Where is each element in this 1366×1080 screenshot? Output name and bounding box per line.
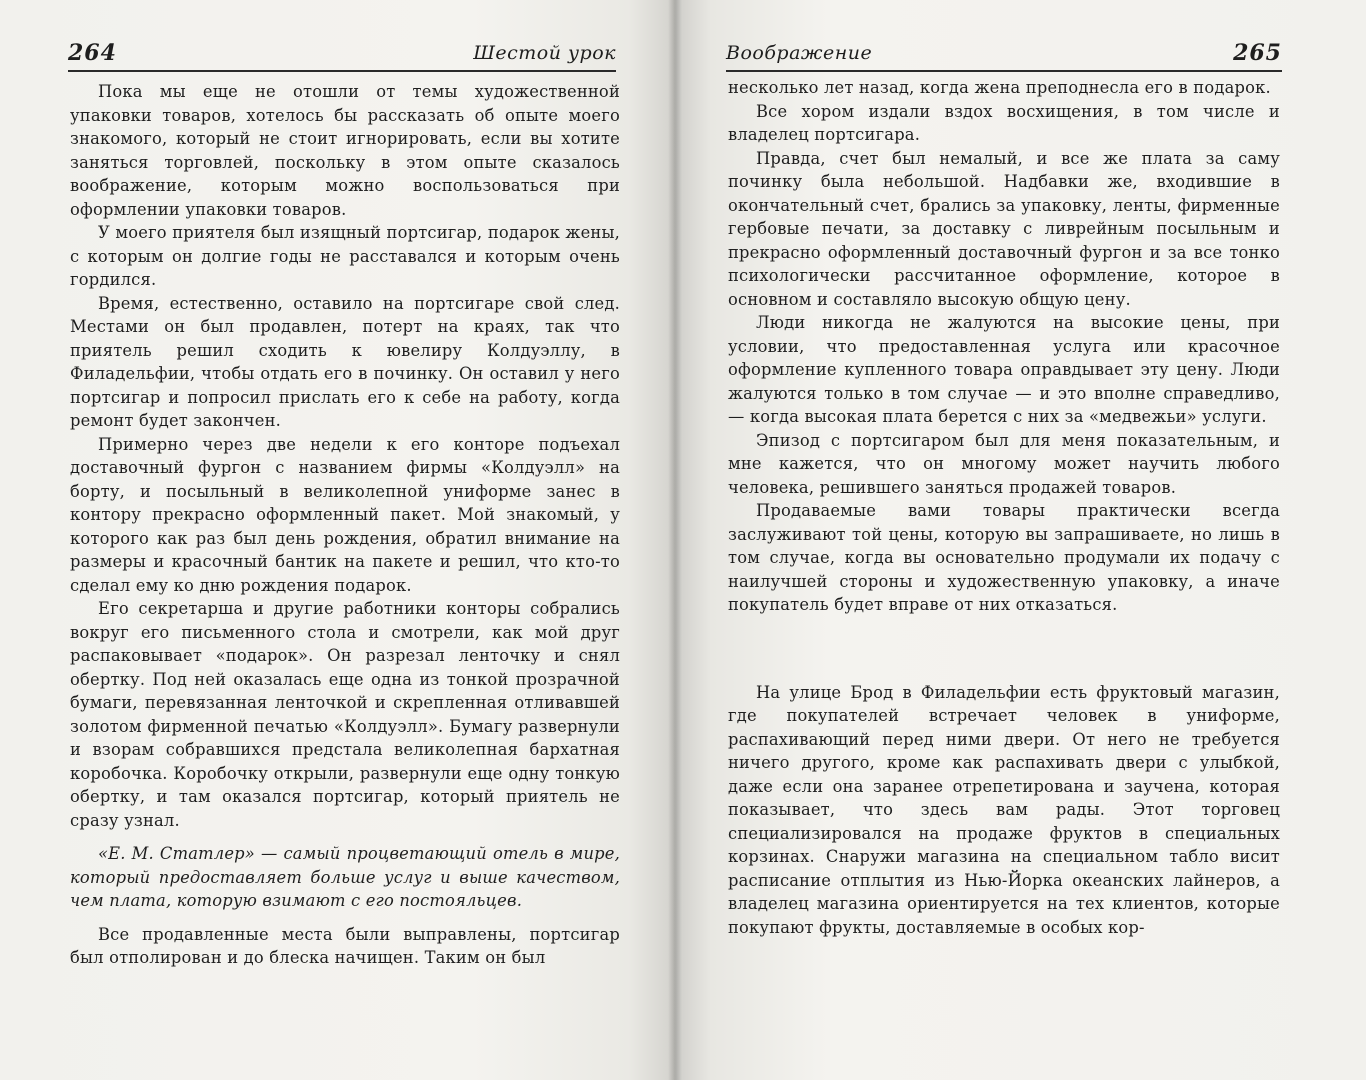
left-page-body: [70, 80, 620, 970]
paragraph-continuation: несколько лет назад, когда жена преподнесла его в подарок.: [728, 78, 1271, 97]
paragraph: Продаваемые вами товары практически всегда заслуживают той цены, которую вы запрашиваете, но лишь в том случае, когда вы основательно продумали их подачу с наилучшей стороны и художественную упаковку, а иначе покупатель будет вправе от них отказаться.: [728, 501, 1280, 614]
right-page: [676, 0, 1366, 1080]
paragraph: Пока мы еще не отошли от темы художественной упаковки товаров, хотелось бы рассказать об опыте моего знакомого, который не стоит игнорировать, если вы хотите заняться торговлей, поскольку в этом опыте сказалось воображение, которым можно воспользоваться при оформлении упаковки товаров.: [70, 82, 620, 219]
paragraph: Люди никогда не жалуются на высокие цены, при условии, что предоставленная услуга или красочное оформление купленного товара оправдывает эту цену. Люди жалуются только в том случае — и это вполне справедливо, — когда высокая плата берется с них за «медвежьи» услуги.: [728, 313, 1280, 426]
quote-paragraph: «Е. М. Статлер» — самый процветающий отель в мире, который предоставляет больше услуг и выше качеством, чем плата, которую взимают с его постояльцев.: [70, 844, 620, 910]
paragraph: Все хором издали вздох восхищения, в том числе и владелец портсигара.: [728, 101, 1280, 144]
paragraph: Все продавленные места были выправлены, портсигар был отполирован и до блеска начищен. Таким он был: [70, 924, 620, 967]
right-page-header: [726, 36, 1282, 72]
paragraph: Примерно через две недели к его конторе подъехал доставочный фургон с названием фирмы «Колдуэлл» на борту, и посыльный в великолепной униформе занес в контору прекрасно оформленный пакет. Мой знакомый, у которого как раз был день рождения, обратил внимание на размеры и красочный бантик на пакете и решил, что кто-то сделал ему ко дню рождения подарок.: [70, 434, 620, 595]
paragraph: У моего приятеля был изящный портсигар, подарок жены, с которым он долгие годы не расставался и которым очень гордился.: [70, 223, 620, 289]
paragraph: Эпизод с портсигаром был для меня показательным, и мне кажется, что он многому может научить любого человека, решившего заняться продажей товаров.: [728, 430, 1280, 497]
book-gutter: [668, 0, 682, 1080]
running-title: Воображение: [726, 42, 873, 64]
left-page-header: [68, 36, 616, 72]
page-number: 264: [68, 40, 117, 66]
paragraph: Его секретарша и другие работники конторы собрались вокруг его письменного стола и смотрели, как мой друг распаковывает «подарок». Он разрезал ленточку и снял обертку. Под ней оказалась еще одна из тонкой прозрачной бумаги, перевязанная ленточкой и скрепленная отливавшей золотом фирменной печатью «Колдуэлл». Бумагу развернули и взорам собравшихся предстала великолепная бархатная коробочка. Коробочку открыли, развернули еще одну тонкую обертку, и там оказался портсигар, который приятель не сразу узнал.: [70, 599, 620, 830]
left-page: [0, 0, 676, 1080]
paragraph: На улице Брод в Филадельфии есть фруктовый магазин, где покупателей встречает человек в униформе, распахивающий перед ними двери. От него не требуется ничего другого, кроме как распахивать двери с улыбкой, даже если она заранее отрепетирована и заучена, которая показывает, что здесь вам рады. Этот торговец специализировался на продаже фруктов в специальных корзинах. Снаружи магазина на специальном табло висит расписание отплытия из Нью-Йорка океанских лайнеров, а владелец магазина ориентируется на тех клиентов, которые покупают фрукты, доставляемые в особых кор-: [728, 682, 1280, 937]
page-number: 265: [1233, 40, 1282, 66]
paragraph: Правда, счет был немалый, и все же плата за саму починку была небольшой. Надбавки же, входившие в окончательный счет, брались за упаковку, ленты, фирменные гербовые печати, за доставку с ливрейным посыльным и прекрасно оформленный доставочный фургон и за все тонко психологически рассчитанное оформление, которое в основном и составляло высокую общую цену.: [728, 148, 1280, 309]
running-title: Шестой урок: [473, 42, 616, 64]
right-page-body: [728, 76, 1280, 939]
paragraph: Время, естественно, оставило на портсигаре свой след. Местами он был продавлен, потерт на краях, так что приятель решил сходить к ювелиру Колдуэллу, в Филадельфии, чтобы отдать его в починку. Он оставил у него портсигар и попросил прислать его к себе на работу, когда ремонт будет закончен.: [70, 293, 620, 430]
